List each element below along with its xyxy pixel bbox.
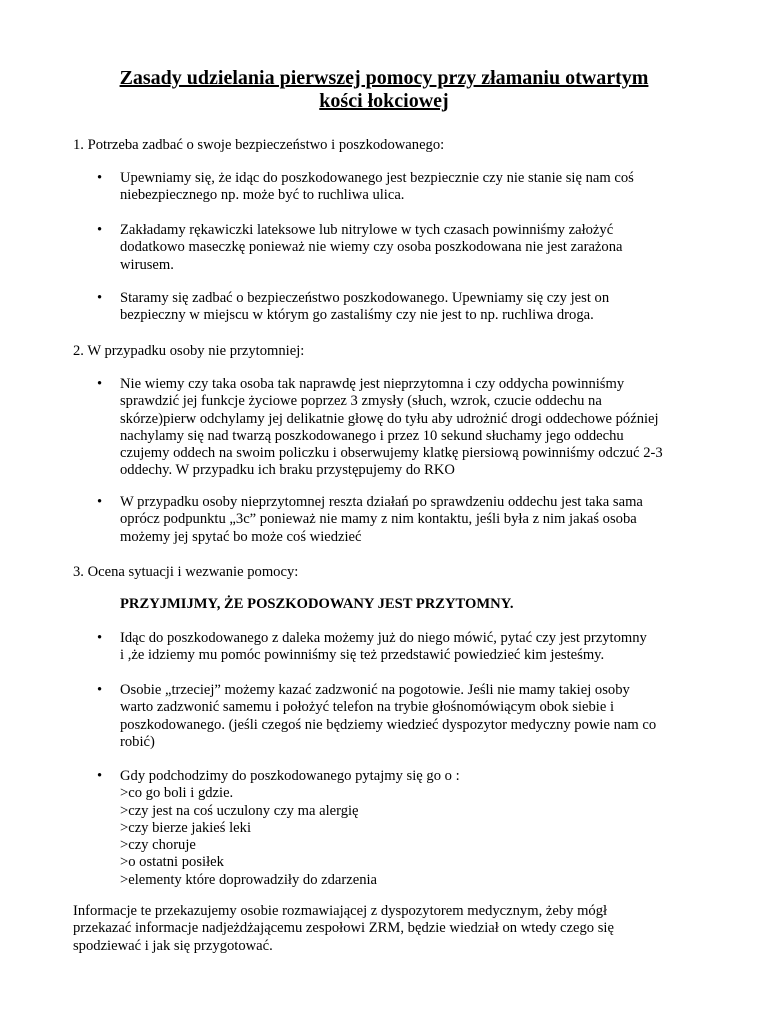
bullet-icon: •: [97, 222, 103, 238]
closing-paragraph: Informacje te przekazujemy osobie rozmawiającej z dyspozytorem medycznym, żeby mógł przekazać informacje nadjeżdżającemu zespołowi ZRM, będzie wiedział on wtedy czego się spodziewać i jak się przygotować.: [73, 903, 614, 954]
title-line: Zasady udzielania pierwszej pomocy przy złamaniu otwartym: [119, 67, 649, 89]
document-title: [60, 67, 708, 113]
bullet-icon: •: [97, 494, 103, 510]
emphasis-statement: PRZYJMIJMY, ŻE POSZKODOWANY JEST PRZYTOMNY.: [120, 596, 514, 612]
bullet-icon: •: [97, 290, 103, 306]
bullet-icon: •: [97, 170, 103, 186]
bullet-icon: •: [97, 630, 103, 646]
title-line: kości łokciowej: [319, 90, 449, 112]
section-3-heading: 3. Ocena sytuacji i wezwanie pomocy:: [73, 564, 299, 580]
bullet-icon: •: [97, 376, 103, 392]
document-page: Zasady udzielania pierwszej pomocy przy złamaniu otwartym kości łokciowej 1. Potrzeba zadbać o swoje bezpieczeństwo i poszkodowanego: • Upewniamy się, że idąc do poszkodowanego jest bezpiecznie czy nie stanie się nam coś niebezpiecznego np. może być to ruchliwa ulica. • Zakładamy rękawiczki lateksowe lub nitrylowe w tych czasach powinniśmy założyć dodatkowo maseczkę ponieważ nie wiemy czy osoba poszkodowana nie jest zarażona wirusem. • Staramy się zadbać o bezpieczeństwo poszkodowanego. Upewniamy się czy jest on bezpieczny w miejscu w którym go zastaliśmy czy nie jest to np. ruchliwa droga. 2. W przypadku osoby nie przytomniej: • Nie wiemy czy taka osoba tak naprawdę jest nieprzytomna i czy oddycha powinniśmy sprawdzić jej funkcje życiowe poprzez 3 zmysły (słuch, wzrok, czucie oddechu na skórze)pierw odchylamy jej delikatnie głowę do tyłu aby udrożnić drogi oddechowe później nachylamy się nad twarzą poszkodowanego i przez 10 sekund słuchamy jego oddechu czujemy oddech na swoim policzku i obserwujemy klatkę piersiową powinniśmy odczuć 2-3 oddechy. W przypadku ich braku przystępujemy do RKO • W przypadku osoby nieprzytomnej reszta działań po sprawdzeniu oddechu jest taka sama oprócz podpunktu „3c” ponieważ nie mamy z nim kontaktu, jeśli była z nim jakaś osoba możemy jej spytać bo może coś wiedzieć 3. Ocena sytuacji i wezwanie pomocy: PRZYJMIJMY, ŻE POSZKODOWANY JEST PRZYTOMNY. • Idąc do poszkodowanego z daleka możemy już do niego mówić, pytać czy jest przytomny i ,że idziemy mu pomóc powinniśmy się też przedstawić powiedzieć kim jesteśmy. • Osobie „trzeciej” możemy kazać zadzwonić na pogotowie. Jeśli nie mamy takiej osoby warto zadzwonić samemu i położyć telefon na trybie głośnomówiącym obok siebie i poszkodowanego. (jeśli czegoś nie będziemy wiedzieć dyspozytor medyczny powie nam co robić) • Gdy podchodzimy do poszkodowanego pytajmy się go o : >co go boli i gdzie. >czy jest na coś uczulony czy ma alergię >czy bierze jakieś leki >czy choruje >o ostatni posiłek >elementy które doprowadziły do zdarzenia Informacje te przekazujemy osobie rozmawiającej z dyspozytorem medycznym, żeby mógł przekazać informacje nadjeżdżającemu zespołowi ZRM, będzie wiedział on wtedy czego się spodziewać i jak się przygotować.: [0, 0, 768, 1024]
bullet-icon: •: [97, 682, 103, 698]
bullet-icon: •: [97, 768, 103, 784]
section-1-heading: 1. Potrzeba zadbać o swoje bezpieczeństwo i poszkodowanego:: [73, 137, 445, 153]
section-2-heading: 2. W przypadku osoby nie przytomniej:: [73, 343, 305, 359]
